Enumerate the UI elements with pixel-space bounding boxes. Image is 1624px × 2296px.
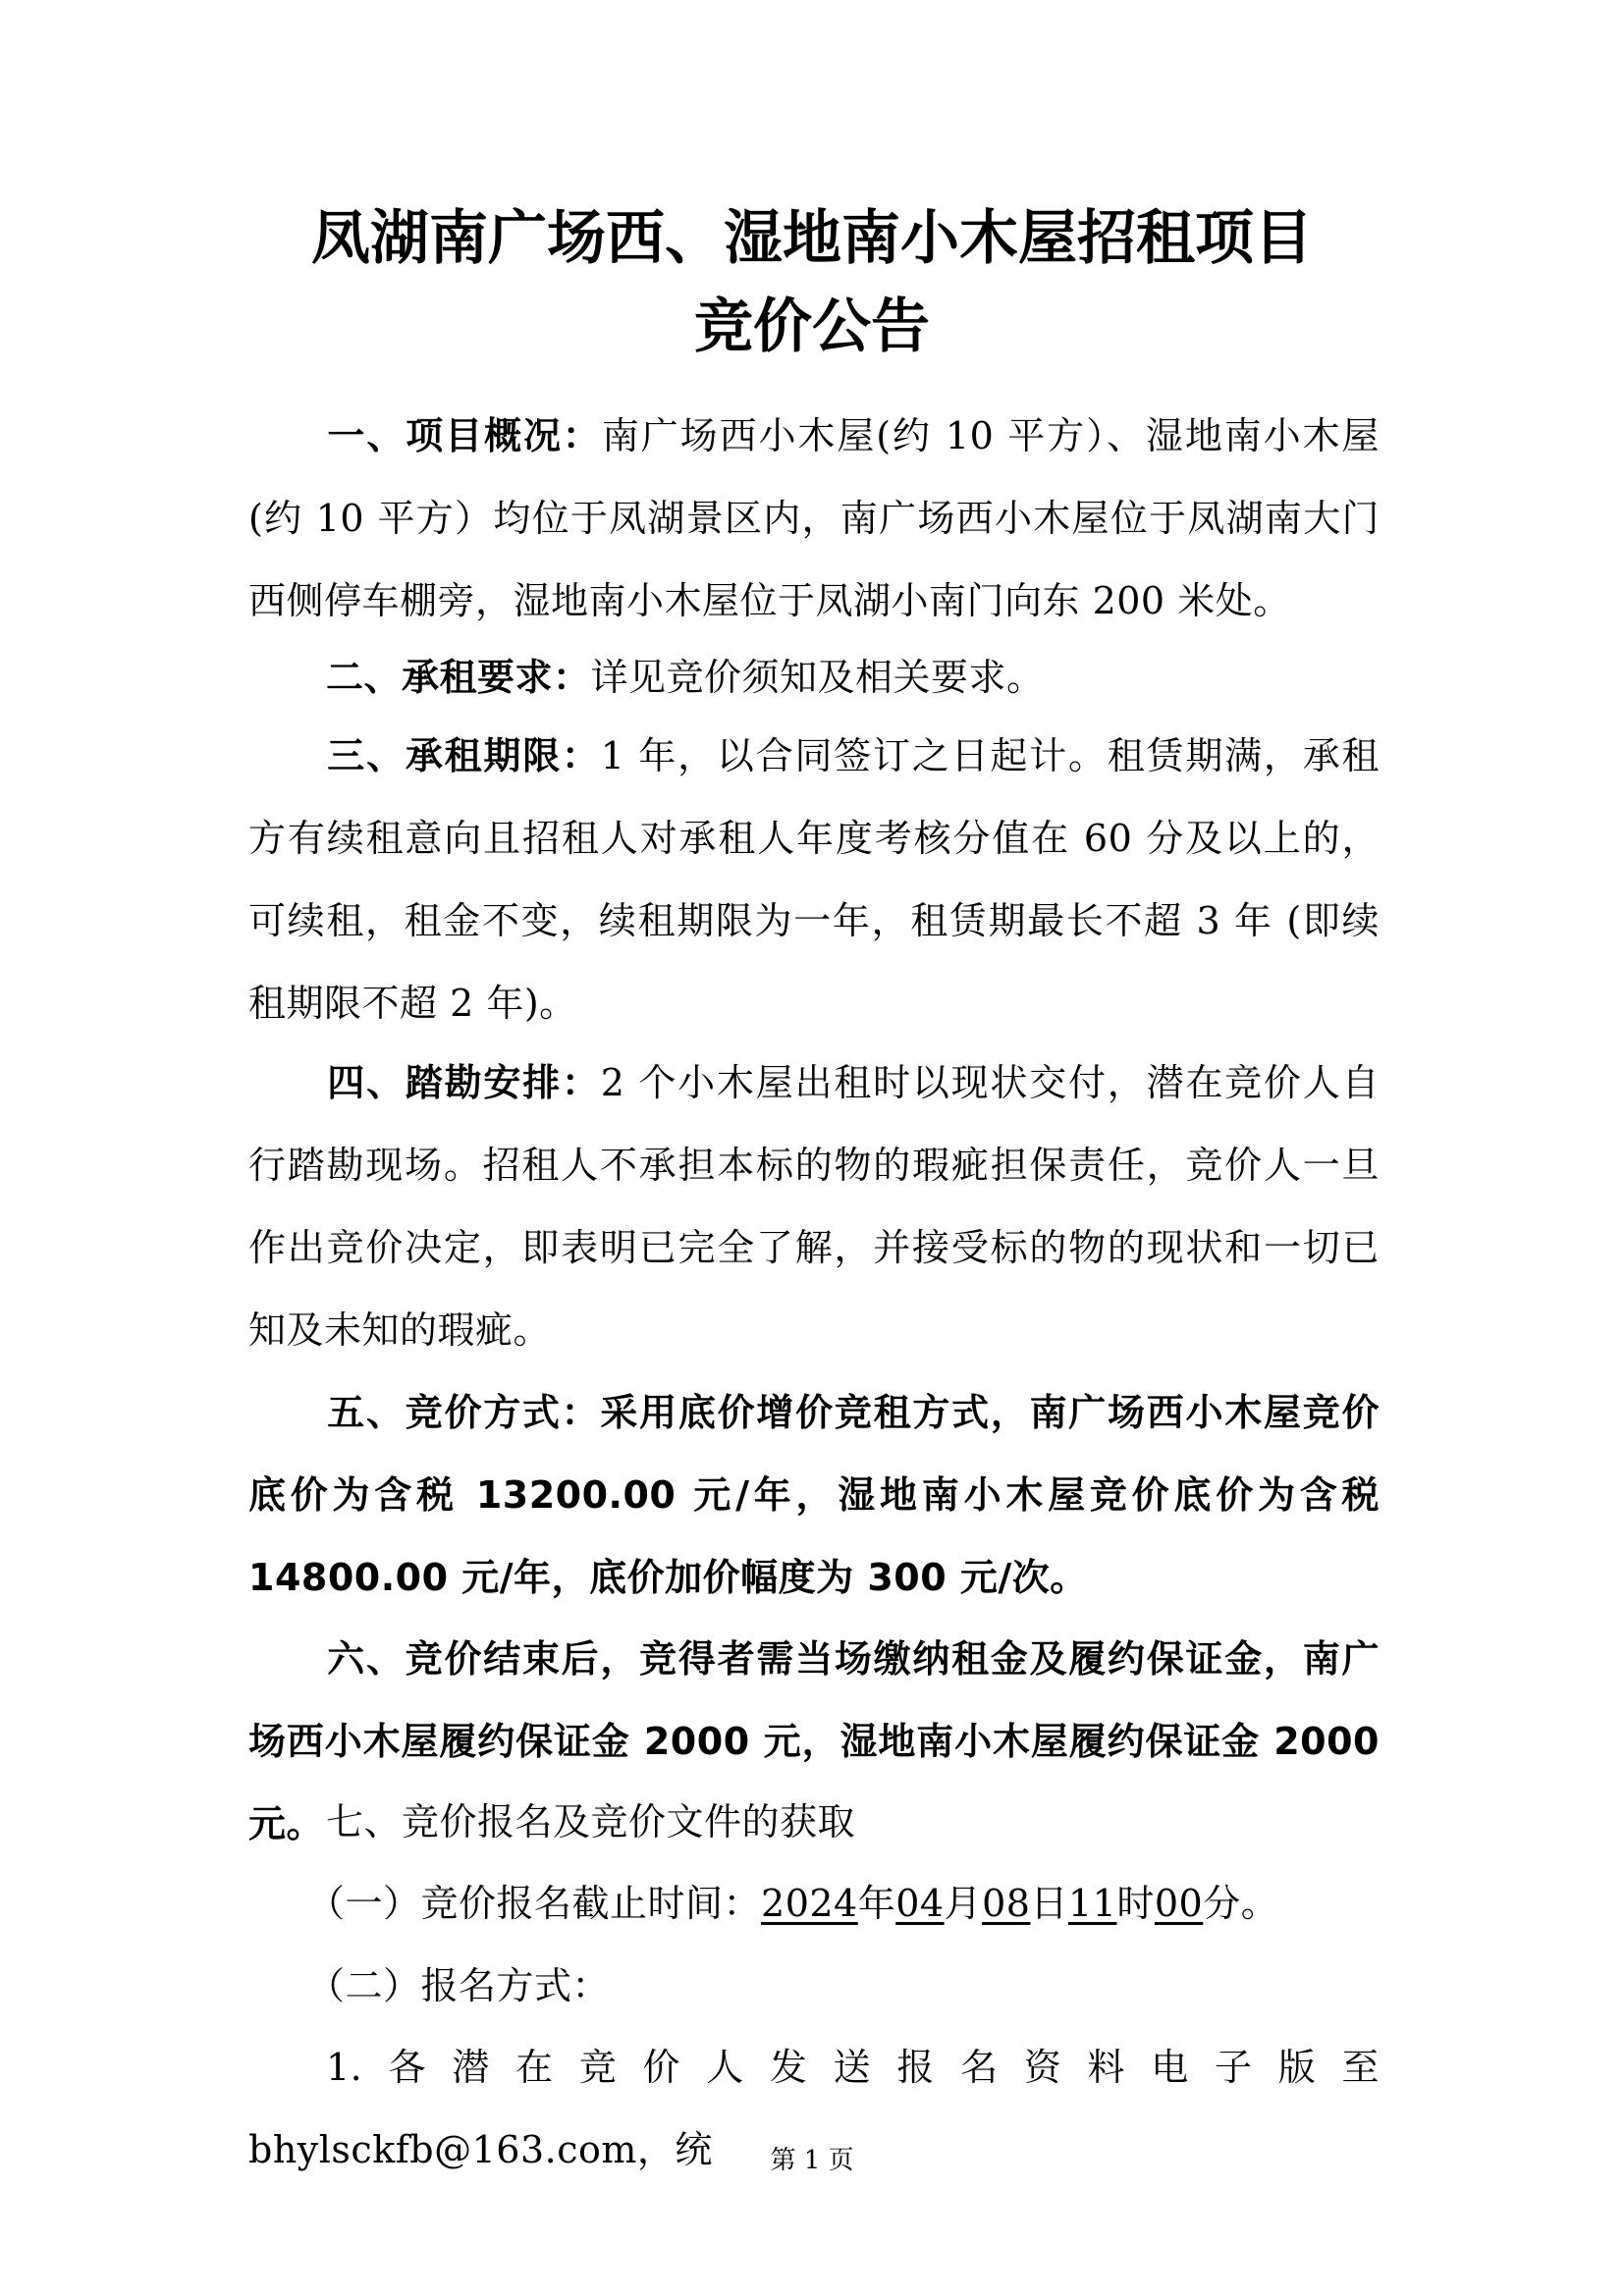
deadline-month-unit: 月	[944, 1882, 983, 1925]
title-line-1: 凤湖南广场西、湿地南小木屋招租项目	[311, 204, 1313, 273]
section-heading: 三、承租期限：	[326, 734, 601, 777]
deadline-minute: 00	[1154, 1882, 1204, 1925]
deadline-day: 08	[982, 1882, 1031, 1925]
section-text: 六、竞价结束后，竞得者需当场缴纳租金及履约保证金，南广场西小木屋履约保证金 2000 元，湿地南小木屋履约保证金 2000 元。	[248, 1637, 1380, 1845]
page-number: 第 1 页	[770, 2146, 854, 2175]
section-heading: 四、踏勘安排：	[326, 1061, 601, 1104]
deadline-minute-unit: 分。	[1203, 1882, 1279, 1925]
section-body: 南广场西小木屋(约 10 平方）、湿地南小木屋(约 10 平方）均位于凤湖景区内，南广场西小木屋位于凤湖南大门西侧停车棚旁，湿地南小木屋位于凤湖小南门向东 200 米处。	[248, 414, 1380, 622]
deadline-prefix: （一）竞价报名截止时间：	[307, 1882, 762, 1925]
registration-deadline	[248, 1862, 1380, 1945]
section-heading: 二、承租要求：	[326, 656, 591, 699]
item-text: 1.各潜在竞价人发送报名资料电子版至 bhylsckfb@163.com，统	[248, 2046, 1380, 2171]
deadline-year: 2024	[761, 1882, 858, 1925]
section-body: 2 个小木屋出租时以现状交付，潜在竞价人自行踏勘现场。招租人不承担本标的物的瑕疵担保责任，竞价人一旦作出竞价决定，即表明已完全了解，并接受标的物的现状和一切已知及未知的瑕疵。	[248, 1061, 1380, 1352]
section-project-overview	[248, 395, 1380, 642]
section-heading: 一、项目概况：	[326, 414, 602, 457]
deadline-year-unit: 年	[857, 1882, 896, 1925]
section-bidding-method	[248, 1371, 1380, 1619]
section-site-inspection	[248, 1041, 1380, 1371]
section-registration	[248, 1781, 1380, 1863]
section-body: 1 年，以合同签订之日起计。租赁期满，承租方有续租意向且招租人对承租人年度考核分值在 60 分及以上的，可续租，租金不变，续租期限为一年，租赁期最长不超 3 年 (即续租期限不超 2 年)。	[248, 734, 1380, 1025]
title-line-2: 竞价公告	[694, 293, 930, 361]
deadline-hour: 11	[1068, 1882, 1117, 1925]
deadline-month: 04	[895, 1882, 945, 1925]
registration-method	[248, 1945, 1380, 2027]
method-text: （二）报名方式：	[307, 1964, 611, 2007]
section-lease-requirements	[248, 636, 1380, 719]
section-lease-term	[248, 715, 1380, 1044]
deadline-hour-unit: 时	[1116, 1882, 1155, 1925]
section-text: 七、竞价报名及竞价文件的获取	[326, 1800, 856, 1843]
section-body: 详见竞价须知及相关要求。	[590, 656, 1045, 699]
deadline-day-unit: 日	[1030, 1882, 1068, 1925]
section-text: 五、竞价方式：采用底价增价竞租方式，南广场西小木屋竞价底价为含税 13200.00 元/年，湿地南小木屋竞价底价为含税 14800.00 元/年，底价加价幅度为 300 元/次。	[248, 1391, 1380, 1599]
